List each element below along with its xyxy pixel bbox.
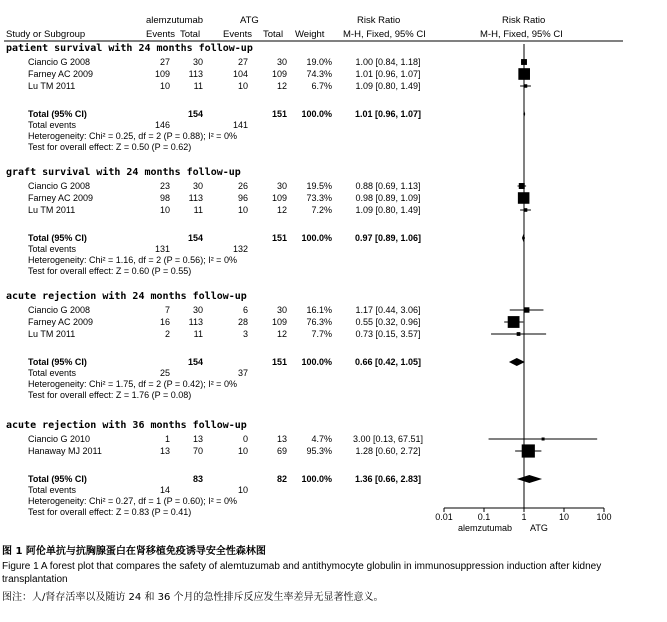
total2-column-header: Total bbox=[263, 29, 284, 40]
plot-method-header: M-H, Fixed, 95% CI bbox=[480, 29, 563, 40]
study-ci: 0.55 [0.32, 0.96] bbox=[355, 317, 421, 327]
pooled-diamond bbox=[517, 475, 542, 483]
x-tick-label: 0.01 bbox=[435, 512, 453, 522]
study-weight: 19.0% bbox=[306, 57, 332, 67]
study-total2: 12 bbox=[276, 81, 287, 91]
heterogeneity-text: Heterogeneity: Chi² = 1.16, df = 2 (P = 0.56); I² = 0% bbox=[28, 255, 237, 265]
study-weight: 76.3% bbox=[306, 317, 332, 327]
forest-marks bbox=[489, 44, 598, 508]
study-ci: 1.09 [0.80, 1.49] bbox=[355, 81, 421, 91]
total-weight: 100.0% bbox=[301, 109, 332, 119]
events1-column-header: Events bbox=[146, 29, 176, 40]
study-total2: 30 bbox=[276, 57, 287, 67]
study-point-square bbox=[524, 307, 529, 312]
study-weight: 16.1% bbox=[306, 305, 332, 315]
study-events2: 10 bbox=[237, 446, 248, 456]
total-label: Total (95% CI) bbox=[28, 474, 87, 484]
study-column-header: Study or Subgroup bbox=[6, 29, 86, 40]
study-total1: 11 bbox=[193, 205, 203, 215]
study-point-square bbox=[517, 332, 521, 336]
study-name: Lu TM 2011 bbox=[28, 329, 76, 339]
total-events-label: Total events bbox=[28, 485, 77, 495]
section-title: graft survival with 24 months follow-up bbox=[6, 167, 241, 178]
study-ci: 1.17 [0.44, 3.06] bbox=[355, 305, 421, 315]
study-events1: 27 bbox=[159, 57, 170, 67]
total-events1: 146 bbox=[154, 120, 170, 130]
study-weight: 19.5% bbox=[306, 181, 332, 191]
study-events2: 28 bbox=[237, 317, 248, 327]
total-ci: 1.36 [0.66, 2.83] bbox=[354, 474, 422, 484]
study-weight: 73.3% bbox=[306, 193, 332, 203]
total-events2: 132 bbox=[232, 244, 248, 254]
table-header bbox=[4, 15, 623, 41]
total1-column-header: Total bbox=[180, 29, 201, 40]
total-ci: 0.66 [0.42, 1.05] bbox=[354, 357, 422, 367]
total-label: Total (95% CI) bbox=[28, 357, 87, 367]
study-ci: 1.09 [0.80, 1.49] bbox=[355, 205, 421, 215]
study-name: Farney AC 2009 bbox=[28, 69, 94, 79]
caption-chinese-title: 图 1 阿伦单抗与抗胸腺蛋白在肾移植免疫诱导安全性森林图 bbox=[2, 546, 266, 557]
study-events2: 0 bbox=[242, 434, 248, 444]
study-name: Farney AC 2009 bbox=[28, 193, 94, 203]
total-n2: 82 bbox=[276, 474, 287, 484]
x-tick-label: 10 bbox=[558, 512, 570, 522]
study-name: Farney AC 2009 bbox=[28, 317, 94, 327]
study-events2: 10 bbox=[237, 205, 248, 215]
pooled-diamond bbox=[522, 234, 525, 242]
study-total1: 70 bbox=[192, 446, 203, 456]
total-n1: 154 bbox=[187, 109, 203, 119]
total-n2: 151 bbox=[271, 357, 287, 367]
total-events1: 131 bbox=[154, 244, 170, 254]
study-events2: 10 bbox=[237, 81, 248, 91]
total-events-label: Total events bbox=[28, 244, 77, 254]
group2-header: ATG bbox=[240, 15, 259, 26]
total-n1: 83 bbox=[192, 474, 203, 484]
study-events2: 3 bbox=[242, 329, 248, 339]
study-total2: 12 bbox=[276, 329, 287, 339]
study-total2: 30 bbox=[276, 181, 287, 191]
weight-column-header: Weight bbox=[295, 29, 325, 40]
heterogeneity-text: Heterogeneity: Chi² = 1.75, df = 2 (P = 0.42); I² = 0% bbox=[28, 379, 237, 389]
study-ci: 0.73 [0.15, 3.57] bbox=[355, 329, 421, 339]
study-total2: 109 bbox=[271, 317, 287, 327]
total-events-label: Total events bbox=[28, 120, 77, 130]
total-n2: 151 bbox=[271, 233, 287, 243]
study-total1: 30 bbox=[192, 181, 203, 191]
study-total1: 30 bbox=[192, 305, 203, 315]
overall-effect-text: Test for overall effect: Z = 0.60 (P = 0.55) bbox=[28, 266, 192, 276]
section-title: acute rejection with 24 months follow-up bbox=[6, 291, 247, 302]
study-events1: 7 bbox=[164, 305, 170, 315]
x-tick-label: 1 bbox=[521, 512, 527, 522]
study-weight: 7.7% bbox=[311, 329, 332, 339]
study-total1: 30 bbox=[192, 57, 203, 67]
total-events1: 25 bbox=[159, 368, 170, 378]
total-n2: 151 bbox=[271, 109, 287, 119]
study-ci: 1.28 [0.60, 2.72] bbox=[355, 446, 421, 456]
study-weight: 4.7% bbox=[311, 434, 332, 444]
study-name: Lu TM 2011 bbox=[28, 205, 76, 215]
study-total2: 109 bbox=[271, 193, 287, 203]
study-ci: 0.88 [0.69, 1.13] bbox=[355, 181, 421, 191]
total-events2: 10 bbox=[237, 485, 248, 495]
heterogeneity-text: Heterogeneity: Chi² = 0.25, df = 2 (P = 0.88); I² = 0% bbox=[28, 131, 237, 141]
events2-column-header: Events bbox=[223, 29, 253, 40]
study-total2: 109 bbox=[271, 69, 287, 79]
study-ci: 0.98 [0.89, 1.09] bbox=[355, 193, 421, 203]
study-point-square bbox=[508, 316, 520, 328]
study-events2: 27 bbox=[237, 57, 248, 67]
study-weight: 95.3% bbox=[306, 446, 332, 456]
total-ci: 1.01 [0.96, 1.07] bbox=[354, 109, 422, 119]
study-total2: 69 bbox=[276, 446, 287, 456]
study-total1: 11 bbox=[193, 81, 203, 91]
study-name: Ciancio G 2008 bbox=[28, 57, 91, 67]
total-events2: 141 bbox=[232, 120, 248, 130]
study-ci: 1.00 [0.84, 1.18] bbox=[355, 57, 421, 67]
study-point-square bbox=[542, 438, 545, 441]
total-weight: 100.0% bbox=[301, 233, 332, 243]
pooled-diamond bbox=[509, 358, 525, 366]
study-ci: 3.00 [0.13, 67.51] bbox=[352, 434, 424, 444]
study-name: Hanaway MJ 2011 bbox=[28, 446, 102, 456]
heterogeneity-text: Heterogeneity: Chi² = 0.27, df = 1 (P = 0.60); I² = 0% bbox=[28, 496, 237, 506]
x-axis bbox=[435, 508, 611, 533]
study-total1: 13 bbox=[192, 434, 203, 444]
study-total2: 30 bbox=[276, 305, 287, 315]
study-weight: 7.2% bbox=[311, 205, 332, 215]
study-ci: 1.01 [0.96, 1.07] bbox=[355, 69, 421, 79]
total-label: Total (95% CI) bbox=[28, 233, 87, 243]
study-weight: 74.3% bbox=[306, 69, 332, 79]
total-ci: 0.97 [0.89, 1.06] bbox=[354, 233, 422, 243]
study-name: Lu TM 2011 bbox=[28, 81, 76, 91]
study-name: Ciancio G 2008 bbox=[28, 181, 91, 191]
axis-left-label: alemzutumab bbox=[457, 523, 512, 533]
study-total1: 113 bbox=[188, 69, 203, 79]
overall-effect-text: Test for overall effect: Z = 1.76 (P = 0.08) bbox=[28, 390, 192, 400]
study-total1: 113 bbox=[188, 193, 203, 203]
study-events1: 2 bbox=[164, 329, 170, 339]
study-events1: 98 bbox=[159, 193, 170, 203]
risk-ratio-header: Risk Ratio bbox=[357, 15, 401, 26]
x-tick-label: 0.1 bbox=[477, 512, 491, 522]
study-total1: 113 bbox=[188, 317, 203, 327]
caption-english-title: Figure 1 A forest plot that compares the safety of alemtuzumab and antithymocyte globulin in immunosuppression induction after kidney transplantation bbox=[2, 561, 602, 585]
forest-rows bbox=[6, 42, 423, 517]
total-n1: 154 bbox=[187, 233, 203, 243]
study-total2: 13 bbox=[276, 434, 287, 444]
study-weight: 6.7% bbox=[311, 81, 332, 91]
total-weight: 100.0% bbox=[301, 357, 332, 367]
section-title: acute rejection with 36 months follow-up bbox=[6, 420, 247, 431]
study-name: Ciancio G 2010 bbox=[28, 434, 91, 444]
plot-risk-ratio-header: Risk Ratio bbox=[502, 15, 546, 26]
total-n1: 154 bbox=[187, 357, 203, 367]
study-events1: 10 bbox=[159, 205, 170, 215]
study-events2: 104 bbox=[232, 69, 248, 79]
study-total1: 11 bbox=[193, 329, 203, 339]
study-name: Ciancio G 2008 bbox=[28, 305, 91, 315]
overall-effect-text: Test for overall effect: Z = 0.83 (P = 0.41) bbox=[28, 507, 192, 517]
study-events1: 1 bbox=[164, 434, 170, 444]
total-weight: 100.0% bbox=[301, 474, 332, 484]
study-events1: 109 bbox=[154, 69, 170, 79]
group1-header: alemzutumab bbox=[146, 15, 204, 26]
study-events2: 26 bbox=[237, 181, 248, 191]
rr-method-header: M-H, Fixed, 95% CI bbox=[343, 29, 426, 40]
caption-note: 图注：人/肾存活率以及随访 24 和 36 个月的急性排斥反应发生率差异无显著性意义。 bbox=[2, 592, 384, 603]
total-events1: 14 bbox=[159, 485, 170, 495]
axis-right-label: ATG bbox=[530, 523, 548, 533]
total-events2: 37 bbox=[237, 368, 248, 378]
total-label: Total (95% CI) bbox=[28, 109, 87, 119]
overall-effect-text: Test for overall effect: Z = 0.50 (P = 0.62) bbox=[28, 142, 192, 152]
study-events1: 23 bbox=[159, 181, 170, 191]
total-events-label: Total events bbox=[28, 368, 77, 378]
study-events2: 96 bbox=[237, 193, 248, 203]
study-events1: 10 bbox=[159, 81, 170, 91]
x-tick-label: 100 bbox=[596, 512, 612, 522]
study-events1: 13 bbox=[159, 446, 170, 456]
study-events1: 16 bbox=[159, 317, 170, 327]
study-events2: 6 bbox=[242, 305, 248, 315]
section-title: patient survival with 24 months follow-up bbox=[6, 43, 253, 54]
study-total2: 12 bbox=[276, 205, 287, 215]
